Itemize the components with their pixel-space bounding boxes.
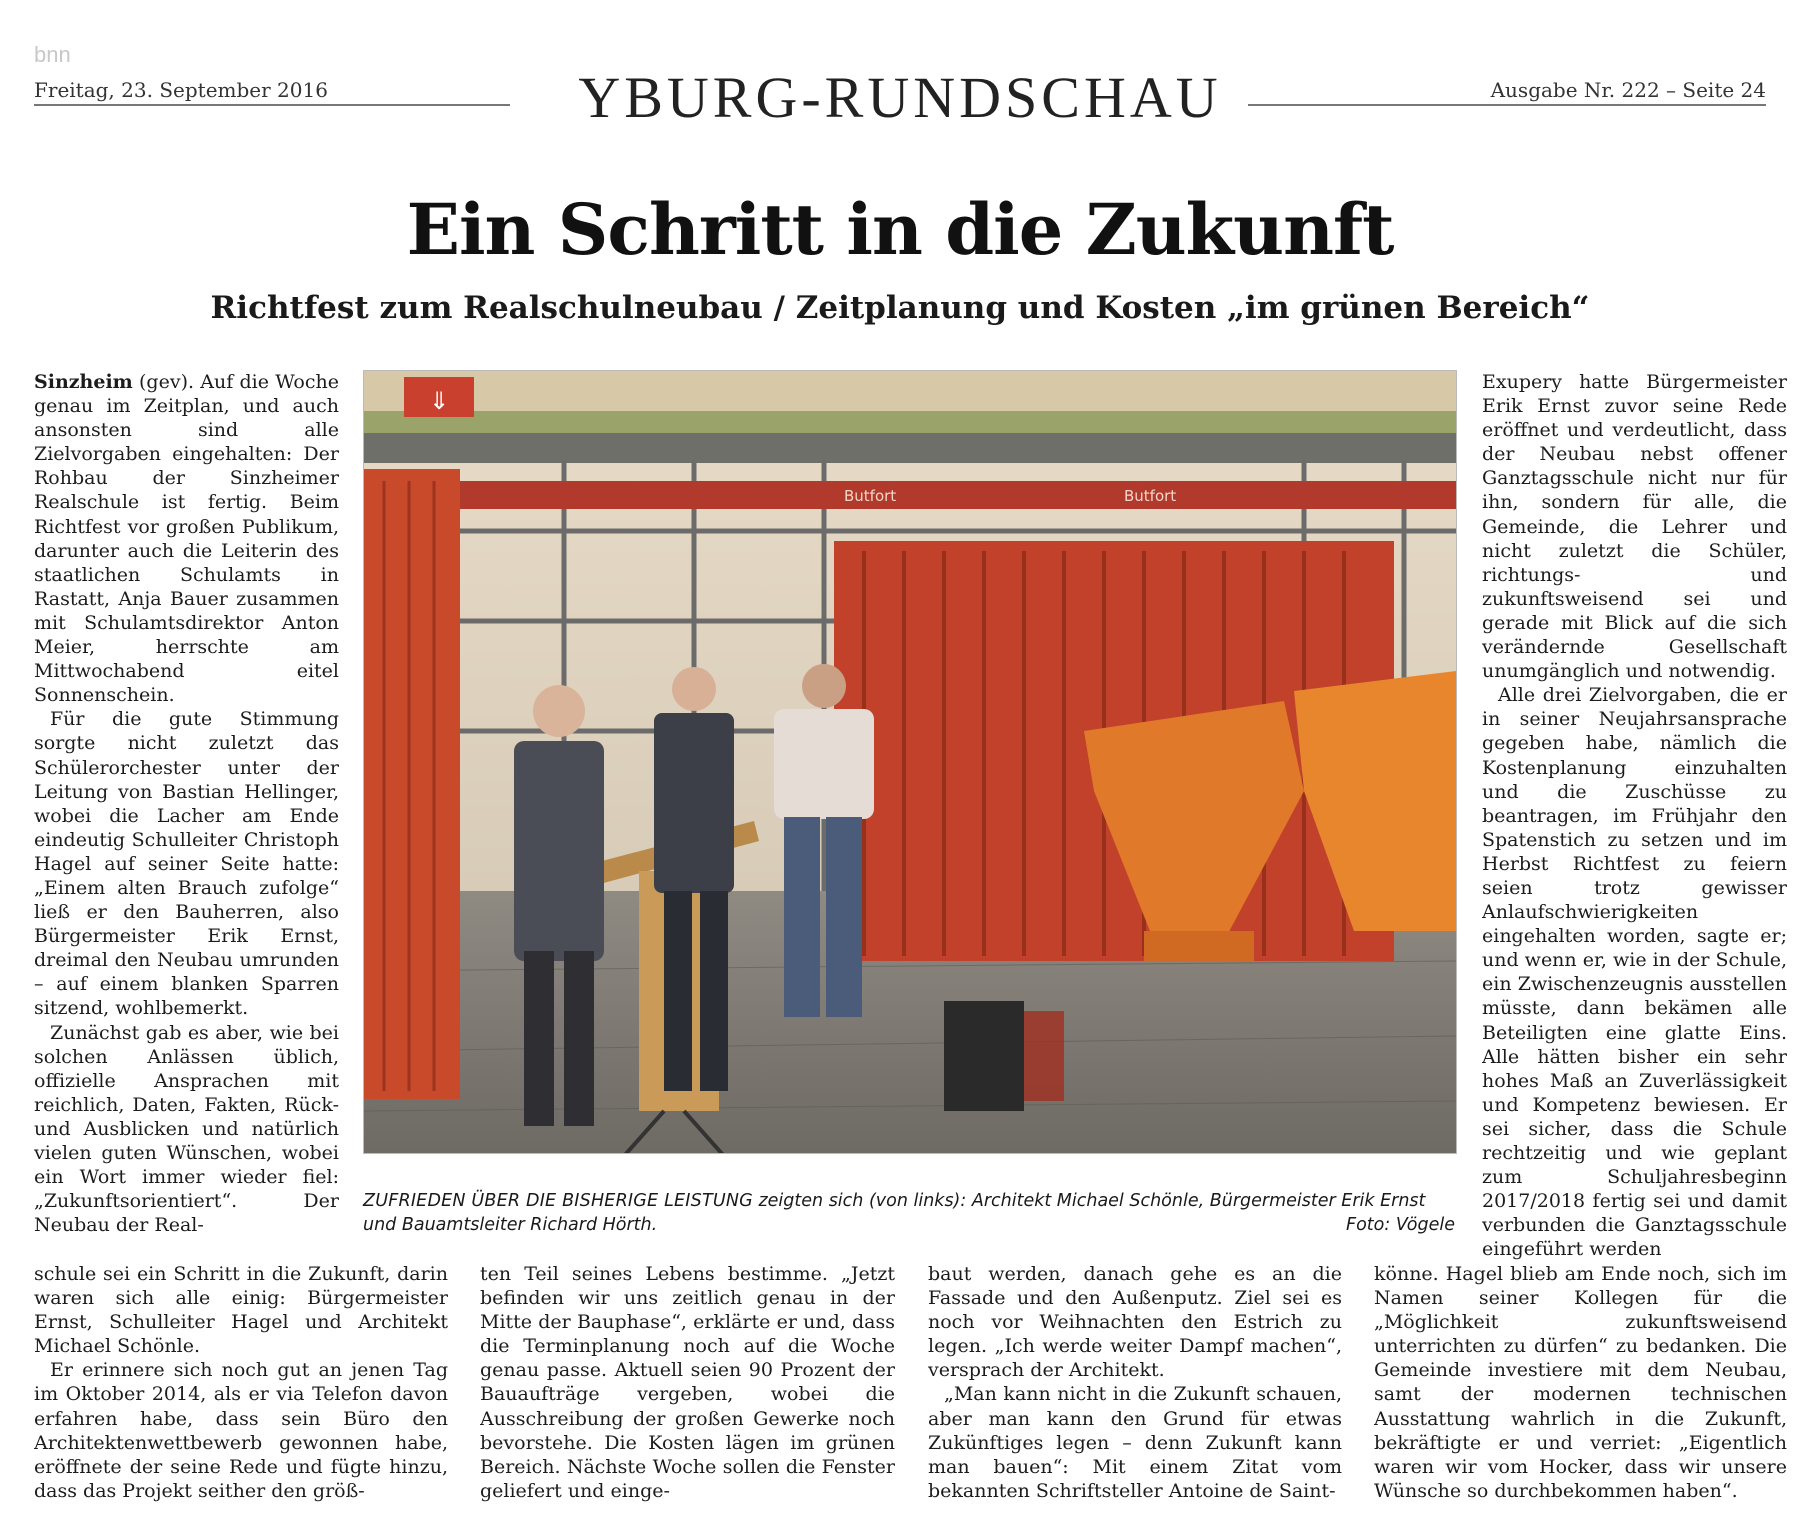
caption-lead: ZUFRIEDEN ÜBER DIE BISHERIGE LEISTUNG [363,1191,753,1211]
svg-text:⇓: ⇓ [428,387,450,415]
article-column-bottom-4 [1374,1262,1787,1512]
banner-text: Butfort [1124,487,1177,505]
paragraph: (gev). Auf die Woche genau im Zeitplan, und auch ansonsten sind alle Zielvorgaben eingehalten: Der Rohbau der Sinzheimer Realschule ist fertig. Beim Richtfest vor großen Publikum, darunter auch die Leiterin des staatlichen Schulamts in Rastatt, Anja Bauer zusammen mit Schulamtsdirektor Anton Meier, herrschte am Mittwochabend eitel Sonnenschein. [34,371,339,707]
paragraph: Exupery hatte Bürgermeister Erik Ernst zuvor seine Rede eröffnet und verdeutlicht, dass der Neubau nebst offener Ganztagsschule nicht nur für ihn, sondern für alle, die Gemeinde, die Lehrer und nicht zuletzt die Schüler, richtungs- und zukunftsweisend sei und gerade mit Blick auf die sich verändernde Gesellschaft unumgänglich und notwendig. [1482,371,1787,683]
photo-credit: Foto: Vögele [1346,1215,1455,1235]
article-photo [363,370,1457,1154]
article-headline: Ein Schritt in die Zukunft [406,188,1394,271]
article-column-bottom-3 [928,1262,1342,1512]
paragraph: könne. Hagel blieb am Ende noch, sich im Namen seiner Kollegen für die „Möglichkeit zukunftsweisend unterrichten zu dürfen“ zu bedanken. Die Gemeinde investiere mit dem Neubau, samt der modernen technischen Ausstattung wahrlich in die Zukunft, bekräftigte er und verriet: „Eigentlich waren wir vom Hocker, dass wir unsere Wünsche so durchbekommen haben“. [1374,1263,1787,1502]
paragraph: „Man kann nicht in die Zukunft schauen, aber man kann den Grund für etwas Zukünftiges legen – denn Zukunft kann man bauen“: Mit einem Zitat vom bekannten Schriftsteller Antoine de Saint- [928,1383,1342,1502]
issue-number: Ausgabe Nr. 222 – Seite 24 [1490,78,1766,102]
banner-text: Butfort [844,487,897,505]
paragraph: schule sei ein Schritt in die Zukunft, darin waren sich alle einig: Bürgermeister Ernst, Schulleiter Hagel und Architekt Michael Schönle. [34,1263,448,1358]
caption-text: zeigten sich (von links): Architekt Michael Schönle, Bürgermeister Erik Ernst und Bauamtsleiter Richard Hörth. [363,1191,1426,1235]
paragraph: baut werden, danach gehe es an die Fassade und den Außenputz. Ziel sei es noch vor Weihnachten den Estrich zu legen. „Ich werde weiter Dampf machen“, versprach der Architekt. [928,1263,1342,1382]
paragraph: Für die gute Stimmung sorgte nicht zuletzt das Schülerorchester unter der Leitung von Bastian Hellinger, wobei die Lacher am Ende eindeutig Schulleiter Christoph Hagel auf seiner Seite hatte: „Einem alten Brauch zufolge“ ließ er den Bauherren, also Bürgermeister Erik Ernst, dreimal den Neubau umrunden – auf einem blanken Sparren sitzend, wohlbemerkt. [34,708,339,1020]
masthead: YBURG-RUNDSCHAU [578,65,1222,130]
paragraph: ten Teil seines Lebens bestimme. „Jetzt befinden wir uns zeitlich genau in der Mitte der Bauphase“, erklärte er und, dass die Terminplanung noch auf die Woche genau passe. Aktuell seien 90 Prozent der Bauaufträge vergeben, wobei die Ausschreibung der großen Gewerke noch bevorstehe. Die Kosten lägen im grünen Bereich. Nächste Woche sollen die Fenster geliefert und einge- [480,1263,895,1502]
photo-illustration [364,371,1456,1153]
header-rule-right [1248,104,1766,106]
paragraph: Zunächst gab es aber, wie bei solchen Anlässen üblich, offizielle Ansprachen mit reichlich, Daten, Fakten, Rück- und Ausblicken und natürlich vielen guten Wünschen, wobei ein Wort immer wieder fiel: „Zukunftsorientiert“. Der Neubau der Real- [34,1021,339,1237]
article-subheadline: Richtfest zum Realschulneubau / Zeitplanung und Kosten „im grünen Bereich“ [210,290,1590,326]
paragraph: Er erinnere sich noch gut an jenen Tag im Oktober 2014, als er via Telefon davon erfahren habe, dass sein Büro den Architektenwettbewerb gewonnen habe, eröffnete der seine Rede und fügte hinzu, dass das Projekt seither den größ- [34,1359,448,1502]
article-column-bottom-1 [34,1262,448,1512]
article-column-4 [1482,370,1787,1262]
article-column-bottom-2 [480,1262,895,1512]
paragraph: Alle drei Zielvorgaben, die er in seiner Neujahrsansprache gegeben habe, nämlich die Kostenplanung einzuhalten und die Zuschüsse zu beantragen, im Frühjahr den Spatenstich zu setzen und im Herbst Richtfest zu feiern seien trotz gewisser Anlaufschwierigkeiten eingehalten worden, sagte er; und wenn er, wie in der Schule, ein Zwischenzeugnis ausstellen müsste, dann bekämen alle Beteiligten eine glatte Eins. Alle hätten bisher ein sehr hohes Maß an Zuverlässigkeit und Kompetenz bewiesen. Er sei sicher, dass die Schule rechtzeitig und wie geplant zum Schuljahresbeginn 2017/2018 fertig sei und damit verbunden die Ganztagsschule eingeführt werden [1482,684,1787,1261]
article-column-1 [34,370,339,1262]
issue-date: Freitag, 23. September 2016 [34,78,328,102]
photo-caption [363,1189,1455,1237]
dateline: Sinzheim [34,371,133,393]
agency-watermark: bnn [34,42,71,67]
